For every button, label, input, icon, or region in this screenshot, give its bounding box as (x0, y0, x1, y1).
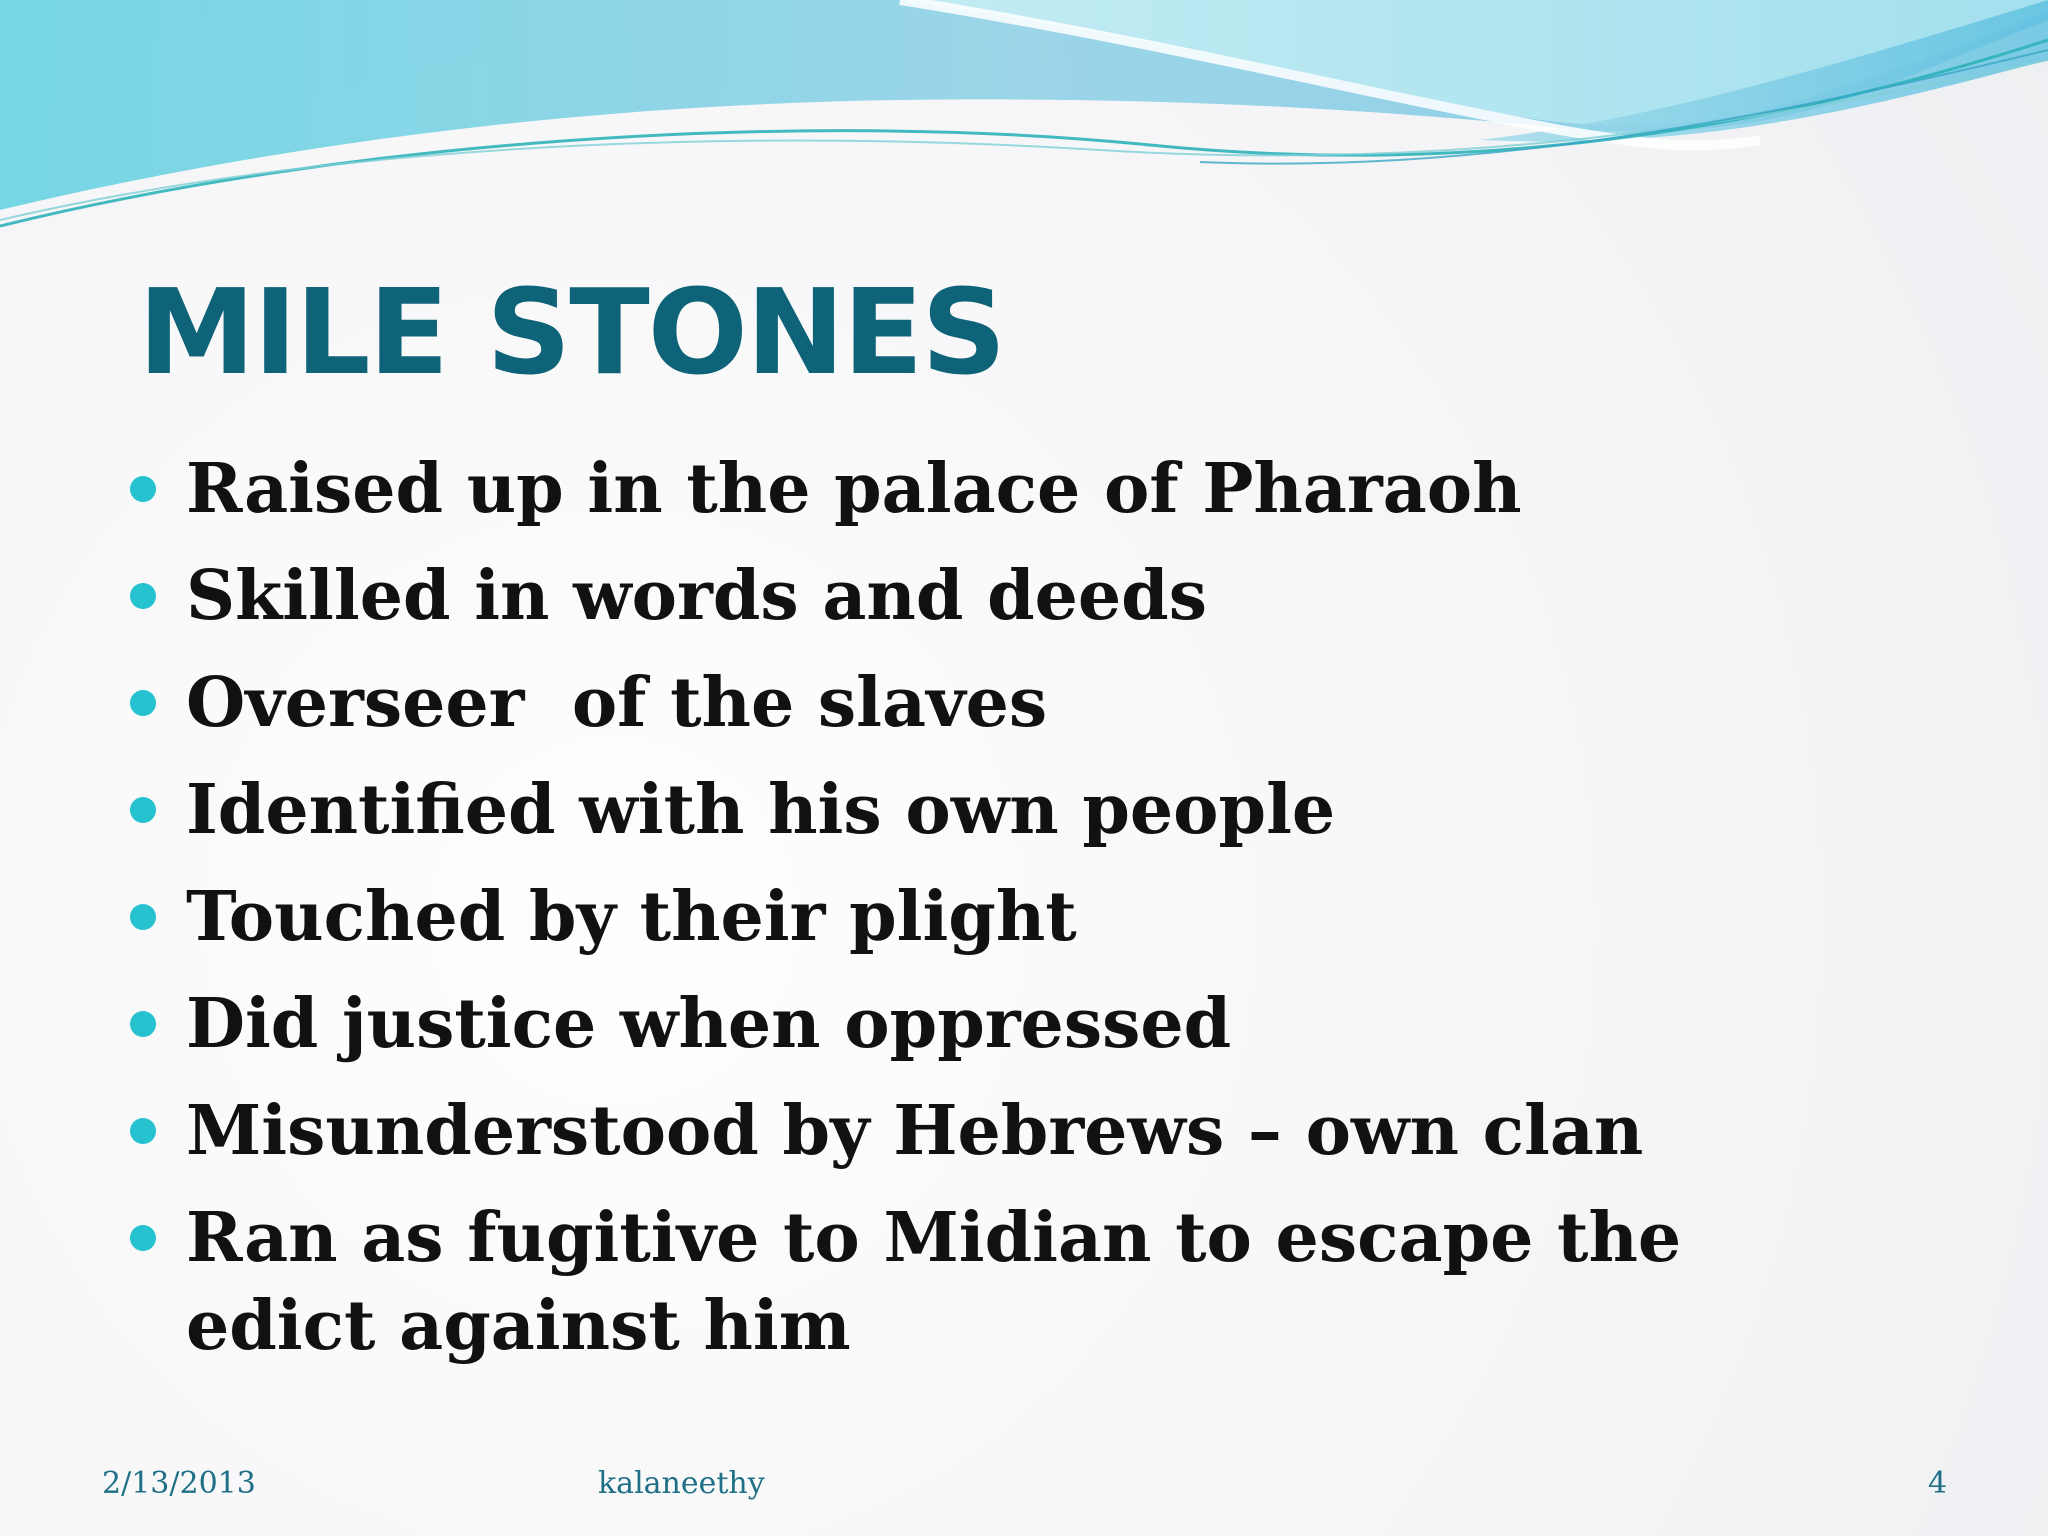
slide-title: MILE STONES (138, 263, 1005, 401)
footer-author: kalaneethy (598, 1466, 765, 1501)
bullet-dot-icon (130, 1225, 156, 1251)
bullet-item (130, 761, 1970, 868)
bullet-dot-icon (130, 904, 156, 930)
bullet-item (130, 868, 1970, 975)
bullet-dot-icon (130, 476, 156, 502)
bullet-text: Overseer of the slaves (186, 663, 1048, 743)
bullet-item (130, 547, 1970, 654)
header-wave-decoration (0, 0, 2048, 240)
bullet-text: Touched by their plight (186, 877, 1077, 957)
bullet-text: Did justice when oppressed (186, 984, 1232, 1064)
bullet-item (130, 1082, 1970, 1189)
bullet-dot-icon (130, 1118, 156, 1144)
bullet-text: Skilled in words and deeds (186, 556, 1207, 636)
bullet-text: Misunderstood by Hebrews – own clan (186, 1091, 1644, 1171)
bullet-text: Raised up in the palace of Pharaoh (186, 449, 1522, 529)
bullet-item (130, 440, 1970, 547)
bullet-item (130, 975, 1970, 1082)
bullet-dot-icon (130, 583, 156, 609)
bullet-item (130, 654, 1970, 761)
footer-date: 2/13/2013 (102, 1466, 256, 1501)
bullet-text: Ran as fugitive to Midian to escape the edict against him (186, 1198, 1682, 1366)
bullet-item (130, 1189, 1846, 1370)
bullet-list (130, 440, 1970, 1370)
bullet-text: Identified with his own people (186, 770, 1336, 850)
bullet-dot-icon (130, 797, 156, 823)
bullet-dot-icon (130, 690, 156, 716)
footer-page-number: 4 (1928, 1466, 1948, 1501)
bullet-dot-icon (130, 1011, 156, 1037)
